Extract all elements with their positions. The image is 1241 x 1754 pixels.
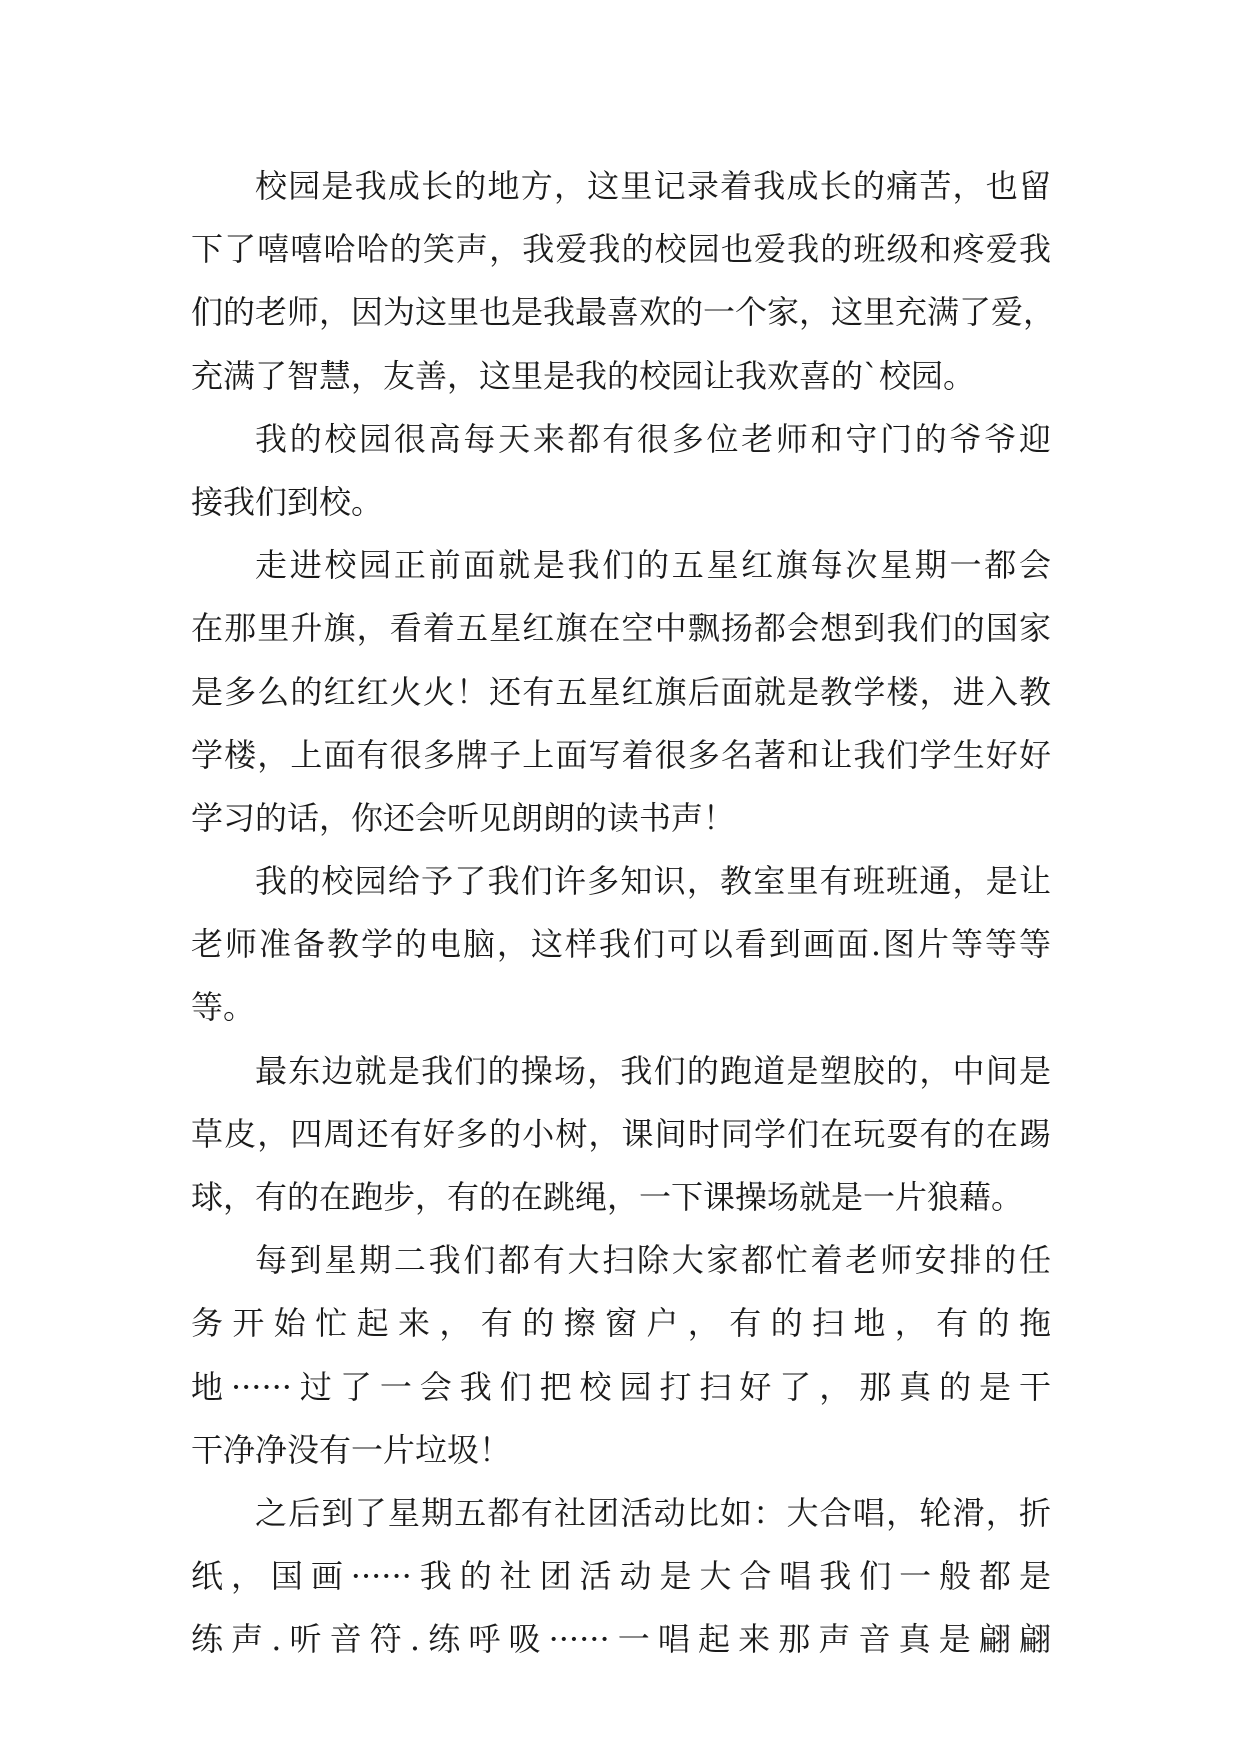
text-line: 下了嘻嘻哈哈的笑声，我爱我的校园也爱我的班级和疼爱我	[191, 230, 1051, 269]
text-line: 练声.听音符.练呼吸······一唱起来那声音真是翩翩	[191, 1620, 1051, 1659]
text-line: 们的老师，因为这里也是我最喜欢的一个家，这里充满了爱，	[191, 293, 1056, 332]
text-line: 是多么的红红火火！还有五星红旗后面就是教学楼，进入教	[191, 672, 1051, 711]
text-line: 地······过了一会我们把校园打扫好了，那真的是干	[191, 1367, 1051, 1406]
text-line: 务开始忙起来，有的擦窗户，有的扫地，有的拖	[191, 1304, 1051, 1343]
text-line: 等。	[191, 988, 256, 1027]
text-line: 最东边就是我们的操场，我们的跑道是塑胶的，中间是	[255, 1051, 1051, 1090]
text-line: 球，有的在跑步，有的在跳绳，一下课操场就是一片狼藉。	[191, 1178, 1024, 1216]
text-line: 纸，国画······我的社团活动是大合唱我们一般都是	[191, 1557, 1051, 1596]
text-line: 在那里升旗，看着五星红旗在空中飘扬都会想到我们的国家	[191, 609, 1051, 648]
text-line: 走进校园正前面就是我们的五星红旗每次星期一都会	[255, 546, 1051, 585]
essay-body	[191, 155, 1056, 1672]
text-line: 我的校园给予了我们许多知识，教室里有班班通，是让	[255, 862, 1051, 901]
text-line: 充满了智慧，友善，这里是我的校园让我欢喜的`校园。	[191, 356, 976, 395]
text-line: 学楼，上面有很多牌子上面写着很多名著和让我们学生好好	[191, 735, 1051, 774]
text-line: 校园是我成长的地方，这里记录着我成长的痛苦，也留	[255, 167, 1051, 205]
text-line: 之后到了星期五都有社团活动比如：大合唱，轮滑，折	[255, 1493, 1051, 1532]
text-line: 每到星期二我们都有大扫除大家都忙着老师安排的任	[255, 1241, 1051, 1280]
text-line: 学习的话，你还会听见朗朗的读书声！	[191, 798, 736, 837]
text-line: 干净净没有一片垃圾！	[191, 1430, 512, 1469]
text-line: 我的校园很高每天来都有很多位老师和守门的爷爷迎	[255, 419, 1051, 458]
text-line: 接我们到校。	[191, 482, 384, 521]
text-line: 草皮，四周还有好多的小树，课间时同学们在玩耍有的在踢	[191, 1114, 1051, 1153]
text-line: 老师准备教学的电脑，这样我们可以看到画面.图片等等等	[191, 925, 1051, 964]
